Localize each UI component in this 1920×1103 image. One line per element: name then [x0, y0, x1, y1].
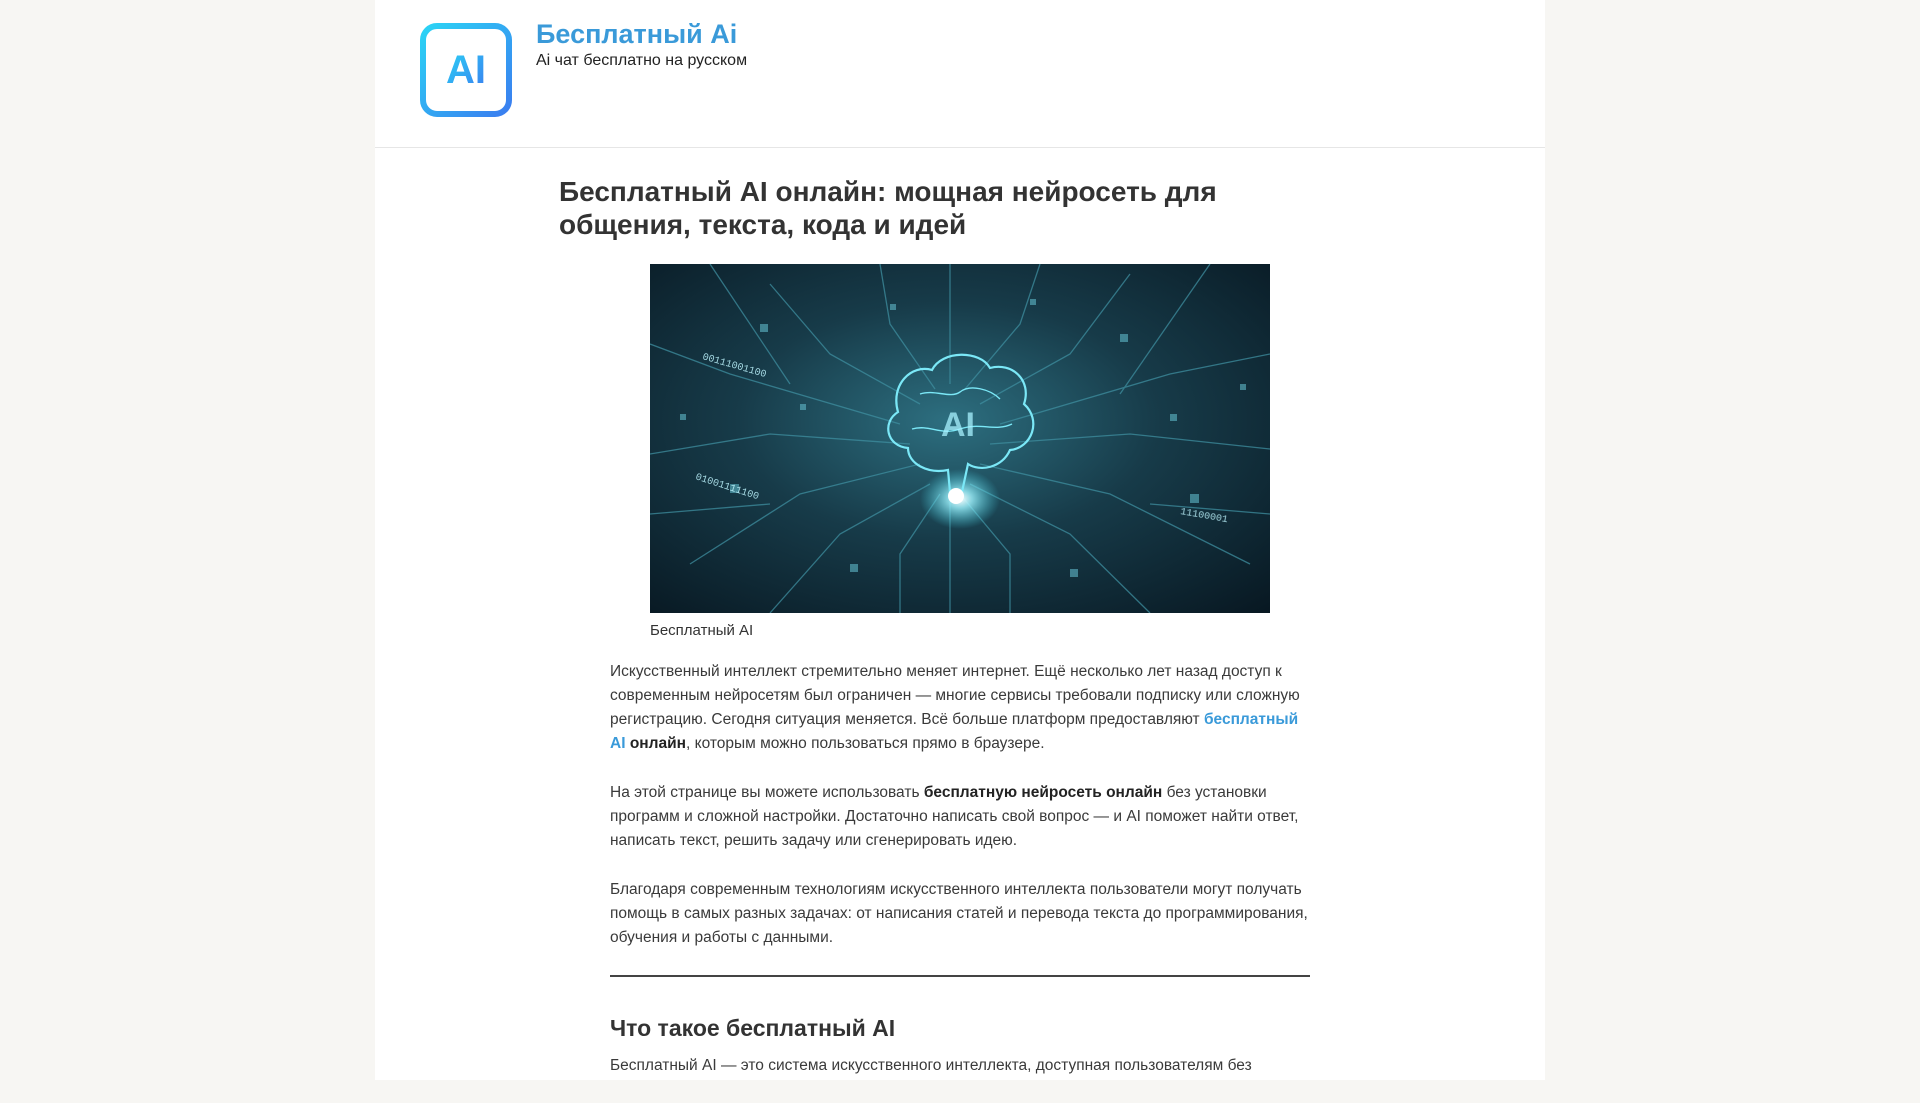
page-container	[375, 0, 1545, 1080]
paragraph-usage	[610, 781, 1310, 853]
ai-chip-icon	[415, 18, 517, 122]
svg-text:11100001: 11100001	[1179, 507, 1229, 527]
paragraph-text: Искусственный интеллект стремительно меняет интернет. Ещё несколько лет назад доступ к современным нейросетям был ограничен — многие сервисы требовали подписку или сложную регистрацию. Сегодня ситуация меняется. Всё больше платформ предоставляют	[610, 663, 1300, 728]
svg-text:00111001100: 00111001100	[700, 352, 768, 382]
section-divider	[610, 975, 1310, 977]
free-ai-link[interactable]: бесплатный AI	[610, 711, 1299, 752]
svg-text:AI: AI	[941, 406, 975, 444]
site-header	[375, 0, 1545, 148]
site-title[interactable]: Бесплатный Ai	[536, 19, 738, 49]
section-paragraph: Бесплатный AI — это система искусственного интеллекта, доступная пользователям без	[610, 1057, 1252, 1074]
hero-image	[650, 264, 1270, 613]
page-title: Бесплатный AI онлайн: мощная нейросеть для общения, текста, кода и идей	[559, 176, 1217, 240]
paragraph-intro	[610, 660, 1310, 756]
section-heading: Что такое бесплатный AI	[610, 1015, 896, 1041]
site-logo[interactable]	[415, 18, 517, 122]
image-caption: Бесплатный AI	[650, 622, 754, 639]
article-body	[610, 660, 1310, 1103]
paragraph-text-end: без установки программ и сложной настройки. Достаточно написать свой вопрос — и AI поможет найти ответ, написать текст, решить задачу или сгенерировать идею.	[610, 784, 1299, 849]
ai-brain-circuit-image	[650, 264, 1270, 613]
paragraph-text-end: , которым можно пользоваться прямо в браузере.	[686, 735, 1045, 752]
site-description: Ai чат бесплатно на русском	[536, 52, 748, 69]
svg-text:01001111100: 01001111100	[693, 472, 760, 504]
paragraph-text: На этой странице вы можете использовать	[610, 784, 924, 801]
paragraph-benefits: Благодаря современным технологиям искусственного интеллекта пользователи могут получать помощь в самых разных задачах: от написания статей и перевода текста до программирования, обучения и работы с данными.	[610, 881, 1308, 946]
svg-text:AI: AI	[446, 48, 486, 92]
bold-text: бесплатную нейросеть онлайн	[923, 784, 1163, 801]
bold-text: онлайн	[629, 735, 686, 752]
